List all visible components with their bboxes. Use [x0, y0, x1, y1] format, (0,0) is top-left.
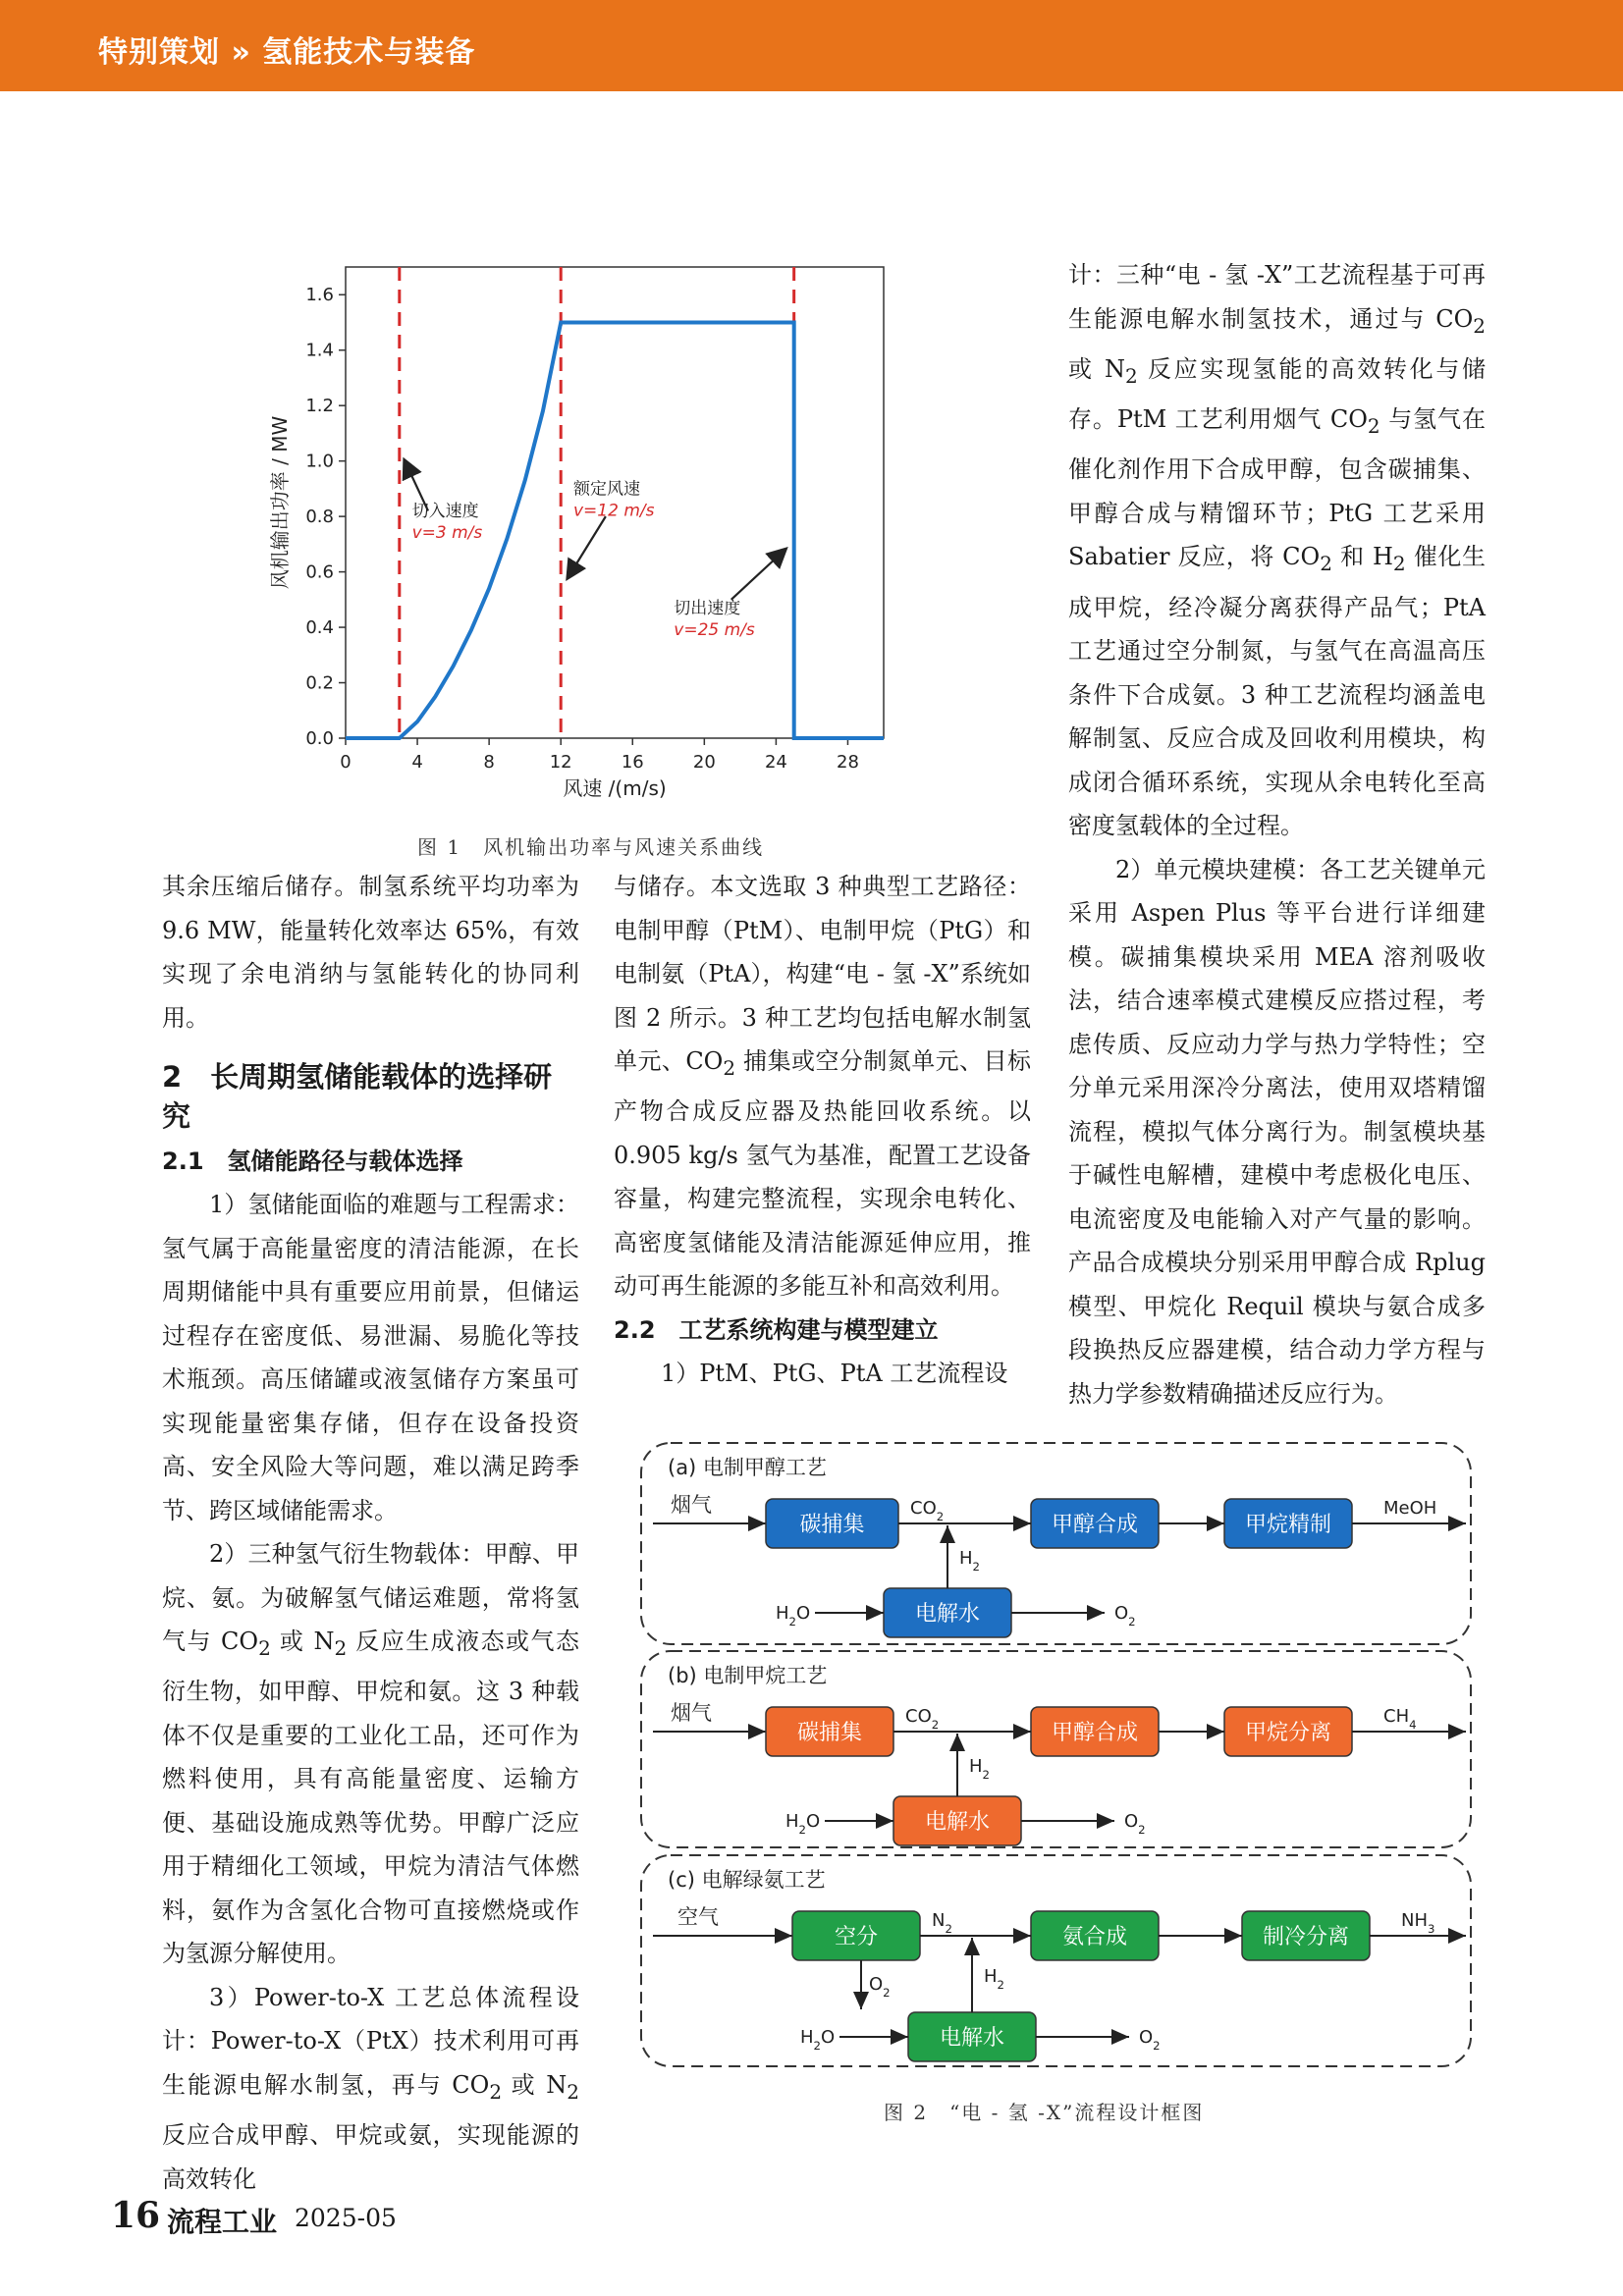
annotation-arrow: [731, 550, 785, 600]
x-tick-label: 4: [411, 752, 423, 773]
input-label: 空气: [677, 1905, 719, 1929]
annotation-value: v=3 m/s: [411, 523, 483, 544]
issue-date: 2025-05: [295, 2204, 397, 2232]
flow-label: $O_2$: [1139, 2027, 1161, 2053]
flow-label: $H_2$: [969, 1756, 990, 1782]
paragraph: 计：三种“电 - 氢 -X”工艺流程基于可再生能源电解水制氢技术，通过与 $CO_2$ 或 $N_2$ 反应实现氢能的高效转化与储存。PtM 工艺利用烟气 $CO_2$ 与氢气在催化剂作用下合成甲醇，包含碳捕集、甲醇合成与精馏环节；PtG 工艺采用 Sabatier 反应，将 $CO_2$ 和 $H_2$ 催化生成甲烷，经冷凝分离获得产品气；PtA 工艺通过空分制氮，与氢气在高温高压条件下合成氨。3 种工艺流程均涵盖电解制氢、反应合成及回收利用模块，构成闭合循环系统，实现从余电转化至高密度氢载体的全过程。: [1068, 261, 1486, 840]
process-label: 电解水: [939, 2026, 1005, 2051]
paragraph: 3）Power-to-X 工艺总体流程设计：Power-to-X（PtX）技术利用可再生能源电解水制氢，再与 $CO_2$ 或 $N_2$ 反应合成甲醇、甲烷或氨，实现能源的高效转化: [162, 1983, 579, 2193]
flow-label: $CH_4$: [1383, 1706, 1417, 1732]
process-label: 电解水: [914, 1602, 981, 1627]
topic-label: 氢能技术与装备: [262, 35, 476, 70]
panel-title: (b) 电制甲烷工艺: [668, 1664, 828, 1687]
flow-label: $N_2$: [932, 1910, 952, 1936]
column-1: [162, 865, 579, 2201]
y-tick-label: 0.4: [305, 617, 334, 639]
process-label: 甲醇合成: [1051, 1721, 1139, 1745]
x-tick-label: 0: [340, 752, 352, 773]
column-3: [1068, 253, 1486, 1415]
annotation-label: 切入速度: [411, 502, 479, 522]
x-tick-label: 8: [483, 752, 495, 773]
flow-label: $H_2$: [959, 1548, 980, 1574]
x-tick-label: 24: [764, 752, 787, 773]
figure-2-diagram: [633, 1433, 1478, 2081]
flow-label: $O_2$: [869, 1974, 891, 2000]
process-label: 氨合成: [1061, 1925, 1128, 1949]
flow-label: $NH_3$: [1401, 1910, 1435, 1936]
panel-title: (c) 电解绿氨工艺: [668, 1868, 826, 1892]
journal-name: 流程工业: [167, 2206, 278, 2238]
y-axis-label: 风机输出功率 / MW: [268, 415, 292, 590]
flow-label: $CO_2$: [905, 1706, 940, 1732]
process-label: 碳捕集: [799, 1513, 865, 1537]
y-tick-label: 1.0: [305, 451, 334, 472]
paragraph: 2）三种氢气衍生物载体：甲醇、甲烷、氨。为破解氢气储运难题，常将氢气与 $CO_2$ 或 $N_2$ 反应生成液态或气态衍生物，如甲醇、甲烷和氨。这 3 种载体不仅是重要的工业化工品，还可作为燃料使用，具有高能量密度、运输方便、基础设施成熟等优势。甲醇广泛应用于精细化工领域，甲烷为清洁气体燃料，氨作为含氢化合物可直接燃烧或作为氢源分解使用。: [162, 1540, 579, 1968]
annotation-label: 额定风速: [572, 479, 640, 500]
flow-label: $O_2$: [1124, 1811, 1146, 1837]
separator: »: [231, 35, 251, 70]
paragraph: 1）氢储能面临的难题与工程需求：氢气属于高能量密度的清洁能源，在长周期储能中具有重要应用前景，但储运过程存在密度低、易泄漏、易脆化等技术瓶颈。高压储罐或液氢储存方案虽可实现能量密集存储，但存在设备投资高、安全风险大等问题，难以满足跨季节、跨区域储能需求。: [162, 1191, 579, 1524]
y-tick-label: 1.6: [305, 285, 334, 306]
annotation-label: 切出速度: [674, 598, 741, 618]
figure-1-chart: [265, 265, 893, 815]
subsection-heading: 2.1 氢储能路径与载体选择: [162, 1148, 463, 1175]
y-tick-label: 0.0: [305, 728, 334, 749]
x-tick-label: 20: [692, 752, 716, 773]
process-label: 甲烷分离: [1244, 1721, 1332, 1745]
process-label: 碳捕集: [796, 1721, 863, 1745]
column-2: [614, 865, 1031, 1395]
section-heading: 2 长周期氢储能载体的选择研究: [162, 1060, 553, 1133]
paragraph: 1）PtM、PtG、PtA 工艺流程设: [661, 1359, 1008, 1387]
section-label: 特别策划: [98, 35, 220, 70]
x-axis-label: 风速 /(m/s): [563, 776, 667, 800]
y-tick-label: 0.8: [305, 507, 334, 528]
x-tick-label: 16: [621, 752, 644, 773]
input-label: 烟气: [671, 1493, 712, 1517]
flow-label: $H_2$: [984, 1966, 1004, 1992]
annotation-arrow: [568, 516, 606, 577]
flow-label: $H_2O$: [800, 2027, 836, 2053]
flow-panel: [641, 1855, 1471, 2066]
process-label: 制冷分离: [1262, 1925, 1350, 1949]
process-label: 空分: [834, 1925, 879, 1949]
paragraph: 2）单元模块建模：各工艺关键单元采用 Aspen Plus 等平台进行详细建模。碳捕集模块采用 MEA 溶剂吸收法，结合速率模式建模反应搭过程，考虑传质、反应动力学与热力学特性；空分单元采用深冷分离法，使用双塔精馏流程，模拟气体分离行为。制氢模块基于碱性电解槽，建模中考虑极化电压、电流密度及电能输入对产气量的影响。产品合成模块分别采用甲醇合成 Rplug 模型、甲烷化 Requil 模块与氨合成多段换热反应器建模，结合动力学方程与热力学参数精确描述反应行为。: [1068, 855, 1486, 1408]
header-bar: [0, 0, 1623, 91]
annotation-value: v=25 m/s: [674, 619, 755, 640]
y-tick-label: 1.2: [305, 396, 334, 417]
page-number: 16: [111, 2195, 161, 2236]
process-label: 电解水: [924, 1810, 991, 1835]
process-label: 甲醇合成: [1051, 1513, 1139, 1537]
y-tick-label: 1.4: [305, 340, 334, 361]
header-title: [98, 27, 475, 71]
flow-label: $H_2O$: [785, 1811, 821, 1837]
flow-label: MeOH: [1383, 1498, 1437, 1519]
paragraph: 其余压缩后储存。制氢系统平均功率为 9.6 MW，能量转化效率达 65%，有效实现了余电消纳与氢能转化的协同利用。: [162, 873, 579, 1032]
y-tick-label: 0.6: [305, 561, 334, 583]
flow-label: $H_2O$: [776, 1603, 811, 1629]
figure-2-caption: 图 2 “电 - 氢 -X”流程设计框图: [884, 2101, 1205, 2124]
input-label: 烟气: [671, 1701, 712, 1725]
x-tick-label: 28: [837, 752, 859, 773]
paragraph: 与储存。本文选取 3 种典型工艺路径：电制甲醇（PtM）、电制甲烷（PtG）和电制氨（PtA），构建“电 - 氢 -X”系统如图 2 所示。3 种工艺均包括电解水制氢单元、$CO_2$ 捕集或空分制氮单元、目标产物合成反应器及热能回收系统。以 0.905 kg/s 氢气为基准，配置工艺设备容量，构建完整流程，实现余电转化、高密度氢储能及清洁能源延伸应用，推动可再生能源的多能互补和高效利用。: [614, 873, 1031, 1301]
flow-label: $CO_2$: [910, 1498, 945, 1523]
subsection-heading: 2.2 工艺系统构建与模型建立: [614, 1315, 939, 1344]
flow-panel: [641, 1651, 1471, 1847]
x-tick-label: 12: [549, 752, 572, 773]
panel-title: (a) 电制甲醇工艺: [668, 1456, 827, 1479]
process-label: 甲烷精制: [1244, 1513, 1332, 1537]
flow-label: $O_2$: [1114, 1603, 1136, 1629]
y-tick-label: 0.2: [305, 672, 334, 694]
annotation-value: v=12 m/s: [572, 501, 655, 521]
flow-panel: [641, 1443, 1471, 1644]
figure-1-caption: 图 1 风机输出功率与风速关系曲线: [417, 835, 765, 859]
